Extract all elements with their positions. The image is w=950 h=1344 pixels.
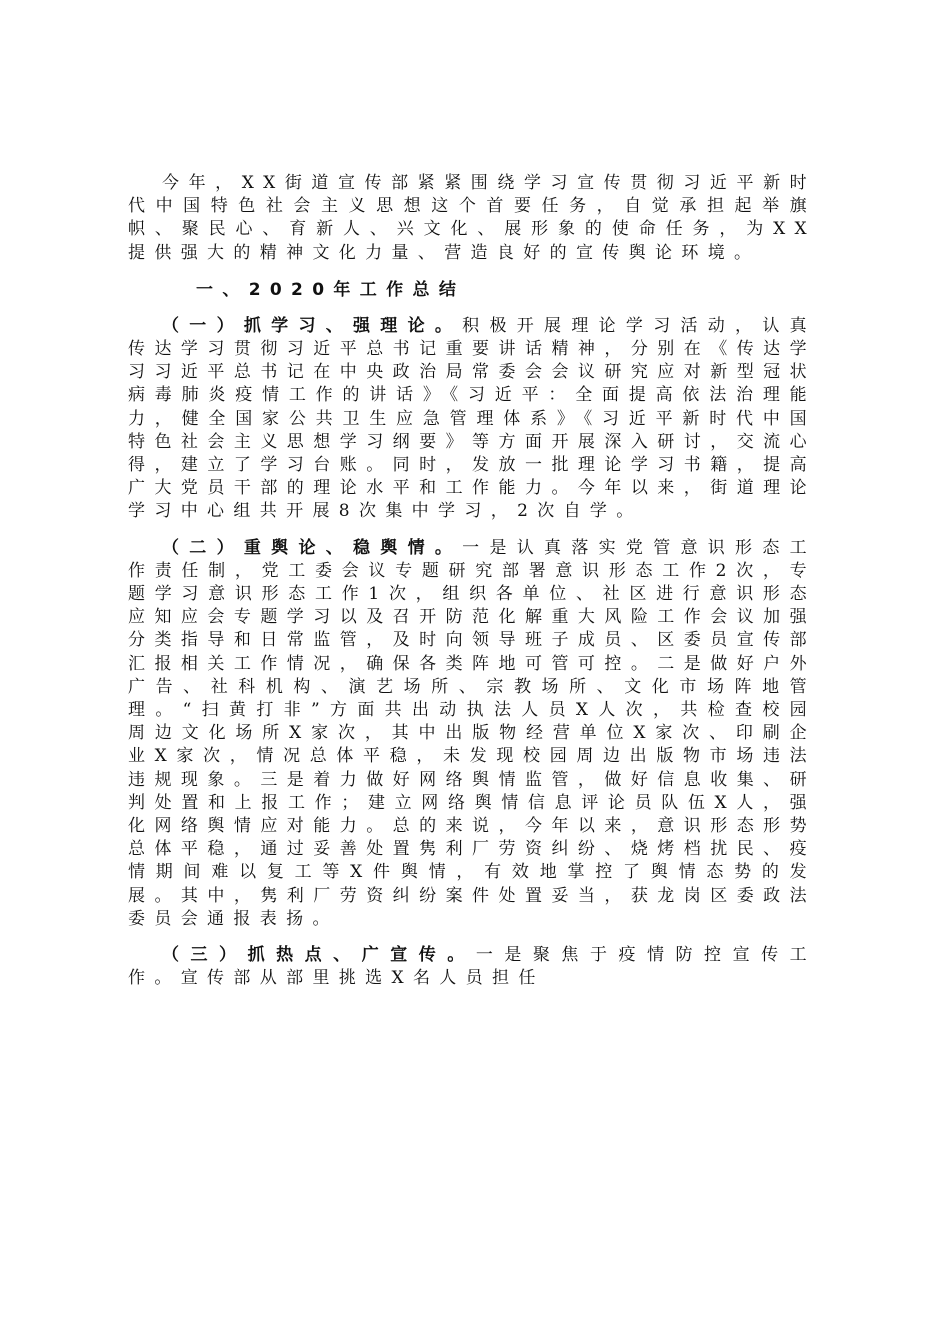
item-text-1: 积极开展理论学习活动，认真传达学习贯彻习近平总书记重要讲话精神，分别在《传达学习习近平总书记在中央政治局常委会会议研究应对新型冠状病毒肺炎疫情工作的讲话》《习近平：全面提高依法治理能力，健全国家公共卫生应急管理体系》《习近平新时代中国特色社会主义思想学习纲要》等方面开展深入研讨，交流心得，建立了学习台账。同时，发放一批理论学习书籍，提高广大党员干部的理论水平和工作能力。今年以来，街道理论学习中心组共开展8次集中学习，2次自学。	[128, 315, 816, 522]
item-lead-2: （二）重舆论、稳舆情。	[162, 537, 463, 558]
item-text-2: 一是认真落实党管意识形态工作责任制，党工委会议专题研究部署意识形态工作2次，专题学习意识形态工作1次，组织各单位、社区进行意识形态应知应会专题学习以及召开防范化解重大风险工作会议加强分类指导和日常监管，及时向领导班子成员、区委员宣传部汇报相关工作情况，确保各类阵地可管可控。二是做好户外广告、社科机构、演艺场所、宗教场所、文化市场阵地管理。“扫黄打非”方面共出动执法人员X人次，共检查校园周边文化场所X家次，其中出版物经营单位X家次、印刷企业X家次，情况总体平稳，未发现校园周边出版物市场违法违规现象。三是着力做好网络舆情监管，做好信息收集、研判处置和上报工作；建立网络舆情信息评论员队伍X人，强化网络舆情应对能力。总的来说，今年以来，意识形态形势总体平稳，通过妥善处置隽利厂劳资纠纷、烧烤档扰民、疫情期间难以复工等X件舆情，有效地掌控了舆情态势的发展。其中，隽利厂劳资纠纷案件处置妥当，获龙岗区委政法委员会通报表扬。	[128, 537, 816, 929]
item-paragraph-3	[128, 944, 816, 990]
item-text-3: 一是聚焦于疫情防控宣传工作。宣传部从部里挑选X名人员担任	[128, 945, 816, 989]
item-lead-3: （三）抓热点、广宣传。	[162, 945, 476, 966]
section-heading: 一、2020年工作总结	[196, 279, 466, 300]
item-paragraph-1	[128, 315, 816, 524]
intro-paragraph: 今年，XX街道宣传部紧紧围绕学习宣传贯彻习近平新时代中国特色社会主义思想这个首要任务，自觉承担起举旗帜、聚民心、育新人、兴文化、展形象的使命任务，为XX提供强大的精神文化力量、营造良好的宣传舆论环境。	[128, 173, 816, 263]
item-lead-1: （一）抓学习、强理论。	[162, 315, 463, 336]
document-page	[128, 172, 816, 991]
item-paragraph-2	[128, 537, 816, 931]
